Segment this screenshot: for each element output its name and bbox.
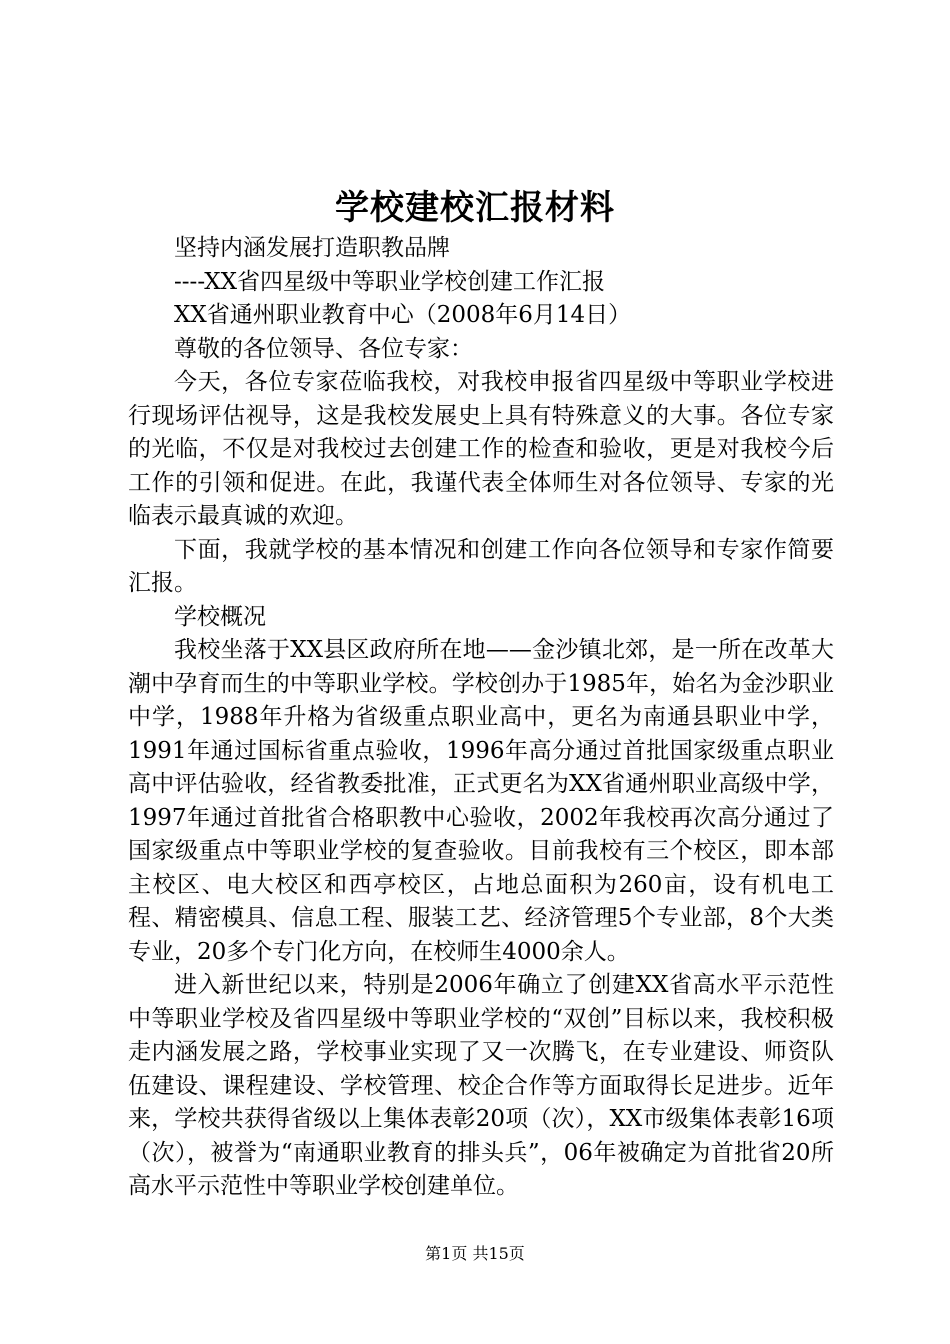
document-title: 学校建校汇报材料 (335, 188, 615, 228)
achievements-paragraph: 进入新世纪以来，特别是2006年确立了创建XX省高水平示范性中等职业学校及省四星级中等职业学校的“双创”目标以来，我校积极走内涵发展之路，学校事业实现了又一次腾飞，在专业建设、师资队伍建设、课程建设、学校管理、校企合作等方面取得长足进步。近年来，学校共获得省级以上集体表彰20项（次），XX市级集体表彰16项（次），被誉为“南通职业教育的排头兵”，06年被确定为首批省20所高水平示范性中等职业学校创建单位。 (128, 972, 835, 1199)
intro-paragraph: 下面，我就学校的基本情况和创建工作向各位领导和专家作简要汇报。 (128, 536, 834, 596)
overview-paragraph: 我校坐落于XX县区政府所在地——金沙镇北郊，是一所在改革大潮中孕育而生的中等职业学校。学校创办于1985年，始名为金沙职业中学，1988年升格为省级重点职业高中，更名为南通县职业中学，1991年通过国标省重点验收，1996年高分通过首批国家级重点职业高中评估验收，经省教委批准，正式更名为XX省通州职业高级中学，1997年通过首批省合格职教中心验收，2002年我校再次高分通过了国家级重点中等职业学校的复查验收。目前我校有三个校区，即本部主校区、电大校区和西亭校区，占地总面积为260亩，设有机电工程、精密模具、信息工程、服装工艺、经济管理5个专业部，8个大类专业，20多个专门化方向，在校师生4000余人。 (128, 637, 834, 965)
subtitle-paragraph: 坚持内涵发展打造职教品牌 (174, 235, 450, 261)
author-date-paragraph: XX省通州职业教育中心（2008年6月14日） (174, 302, 632, 328)
welcome-paragraph: 今天，各位专家莅临我校，对我校申报省四星级中等职业学校进行现场评估视导，这是我校发展史上具有特殊意义的大事。各位专家的光临，不仅是对我校过去创建工作的检查和验收，更是对我校今后工作的引领和促进。在此，我谨代表全体师生对各位领导、专家的光临表示最真诚的欢迎。 (128, 369, 834, 529)
report-name-paragraph: ----XX省四星级中等职业学校创建工作汇报 (174, 268, 606, 295)
page-footer: 第1页 共15页 (425, 1244, 525, 1263)
section-heading: 学校概况 (174, 603, 266, 630)
salutation-paragraph: 尊敬的各位领导、各位专家： (174, 335, 473, 362)
document-body (128, 232, 834, 1204)
